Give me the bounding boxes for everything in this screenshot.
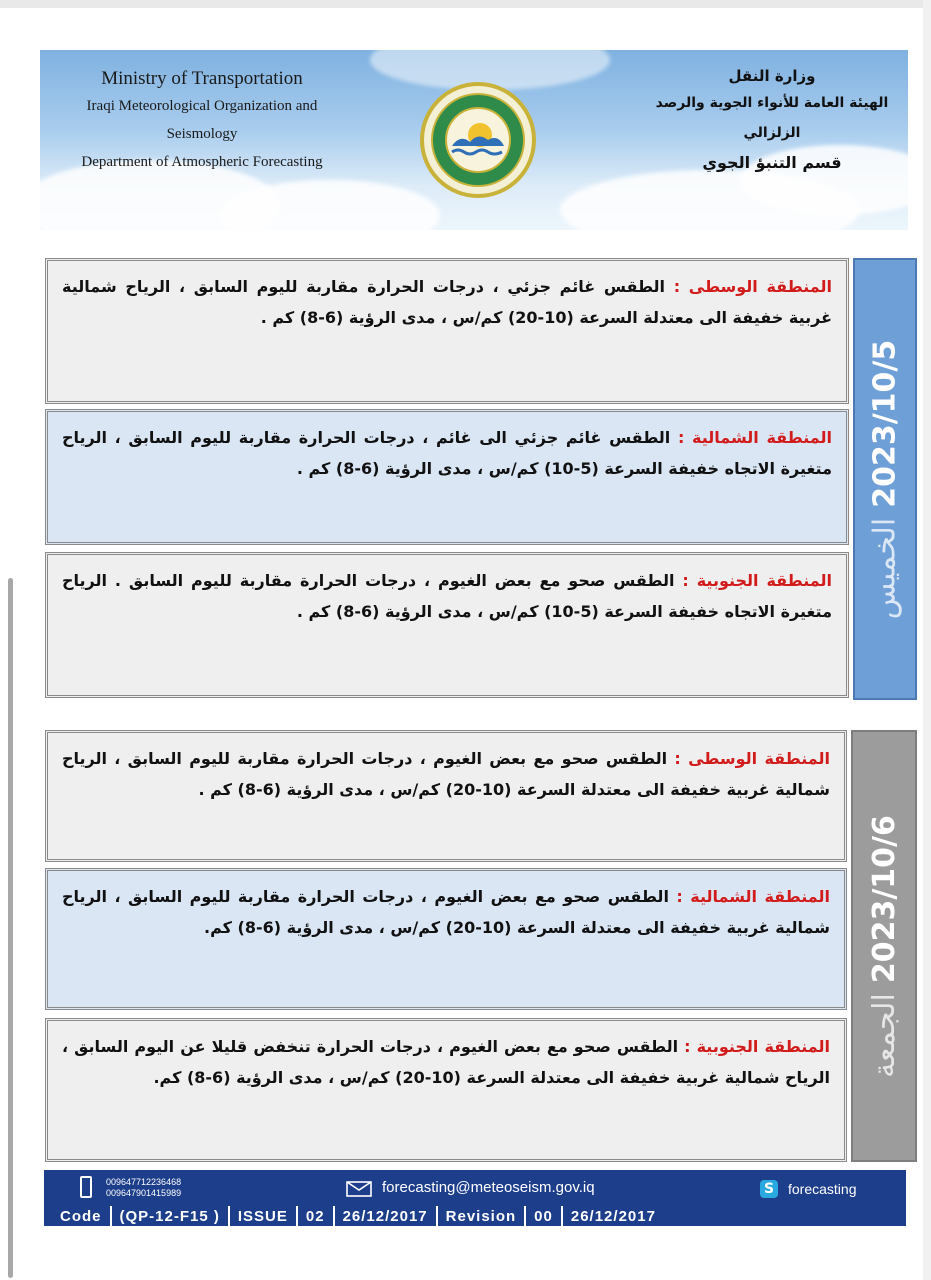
organization-name-en: Iraqi Meteorological Organization and Seismology bbox=[86, 98, 318, 142]
forecast-date: 2023/10/6 bbox=[866, 814, 902, 983]
region-forecast-text: الطقس صحو مع بعض الغيوم ، درجات الحرارة تنخفض قليلا عن اليوم السابق ، الرياح شمالية غربية خفيفة الى معتدلة السرعة (10-20) كم/س ، مدى الرؤية (6-8) كم. bbox=[62, 1037, 830, 1087]
region-name: المنطقة الجنوبية : bbox=[684, 1037, 831, 1056]
skype-handle[interactable]: forecasting bbox=[788, 1181, 857, 1197]
issue-date: 26/12/2017 bbox=[333, 1206, 436, 1226]
scrollbar[interactable] bbox=[8, 578, 13, 1278]
revision-date: 26/12/2017 bbox=[561, 1206, 664, 1226]
region-name: المنطقة الجنوبية : bbox=[682, 571, 833, 590]
region-name: المنطقة الشمالية : bbox=[676, 887, 831, 906]
organization-name-ar: الهيئة العامة للأنواء الجوية والرصد الزلزالي bbox=[655, 95, 889, 141]
revision-value: 00 bbox=[524, 1206, 561, 1226]
ministry-name-en: Ministry of Transportation bbox=[101, 68, 303, 89]
region-central-day1 bbox=[45, 258, 849, 404]
region-forecast-text: الطقس صحو مع بعض الغيوم ، درجات الحرارة مقاربة لليوم السابق . الرياح متغيرة الاتجاه خفيفة السرعة (5-10) كم/س ، مدى الرؤية (6-8) كم . bbox=[62, 571, 832, 621]
day-forecast-2 bbox=[45, 730, 917, 1162]
page-top-edge bbox=[0, 0, 931, 8]
date-tab-day2 bbox=[851, 730, 917, 1162]
region-north-day1 bbox=[45, 409, 849, 545]
phone-icon bbox=[80, 1176, 92, 1198]
footer-contact-bar bbox=[44, 1170, 906, 1206]
issue-label: ISSUE bbox=[228, 1206, 296, 1226]
phone-number-1: 009647712236468 bbox=[106, 1177, 182, 1187]
revision-label: Revision bbox=[436, 1206, 525, 1226]
header-english bbox=[52, 66, 352, 176]
page-right-edge bbox=[923, 0, 931, 1280]
code-value: (QP-12-F15 ) bbox=[110, 1206, 228, 1226]
region-central-day2 bbox=[45, 730, 847, 862]
meteorological-seal-icon bbox=[418, 80, 538, 200]
ministry-name-ar: وزارة النقل bbox=[728, 67, 816, 85]
issue-value: 02 bbox=[296, 1206, 333, 1226]
header-banner bbox=[40, 50, 908, 230]
forecast-date: 2023/10/5 bbox=[867, 339, 903, 508]
region-forecast-text: الطقس صحو مع بعض الغيوم ، درجات الحرارة مقاربة لليوم السابق ، الرياح شمالية غربية خفيفة الى معتدلة السرعة (10-20) كم/س ، مدى الرؤية (6-8) كم. bbox=[62, 887, 830, 937]
mail-icon bbox=[346, 1181, 372, 1197]
department-name-ar: قسم التنبؤ الجوي bbox=[702, 153, 842, 172]
day-forecast-1 bbox=[45, 258, 917, 700]
phone-numbers bbox=[106, 1177, 181, 1199]
forecast-day-name: الخميس bbox=[867, 517, 903, 619]
region-forecast-text: الطقس غائم جزئي الى غائم ، درجات الحرارة مقاربة لليوم السابق ، الرياح متغيرة الاتجاه خفيفة السرعة (5-10) كم/س ، مدى الرؤية (6-8) كم . bbox=[62, 428, 832, 478]
region-south-day1 bbox=[45, 552, 849, 698]
document-control-bar bbox=[44, 1206, 906, 1226]
region-north-day2 bbox=[45, 868, 847, 1010]
region-forecast-text: الطقس صحو مع بعض الغيوم ، درجات الحرارة مقاربة لليوم السابق ، الرياح شمالية غربية خفيفة الى معتدلة السرعة (10-20) كم/س ، مدى الرؤية (6-8) كم . bbox=[62, 749, 830, 799]
region-name: المنطقة الوسطى : bbox=[673, 277, 833, 296]
phone-number-2: 009647901415989 bbox=[106, 1188, 182, 1198]
forecast-day-name: الجمعة bbox=[866, 992, 902, 1078]
department-name-en: Department of Atmospheric Forecasting bbox=[81, 154, 323, 170]
skype-icon: S bbox=[760, 1180, 778, 1198]
region-forecast-text: الطقس غائم جزئي ، درجات الحرارة مقاربة لليوم السابق ، الرياح شمالية غربية خفيفة الى معتدلة السرعة (10-20) كم/س ، مدى الرؤية (6-8) كم . bbox=[62, 277, 832, 327]
contact-email[interactable]: forecasting@meteoseism.gov.iq bbox=[382, 1179, 595, 1196]
region-name: المنطقة الوسطى : bbox=[674, 749, 830, 768]
region-south-day2 bbox=[45, 1018, 847, 1162]
date-tab-day1 bbox=[853, 258, 917, 700]
code-label: Code bbox=[60, 1207, 102, 1225]
region-name: المنطقة الشمالية : bbox=[677, 428, 832, 447]
header-arabic bbox=[642, 64, 902, 178]
